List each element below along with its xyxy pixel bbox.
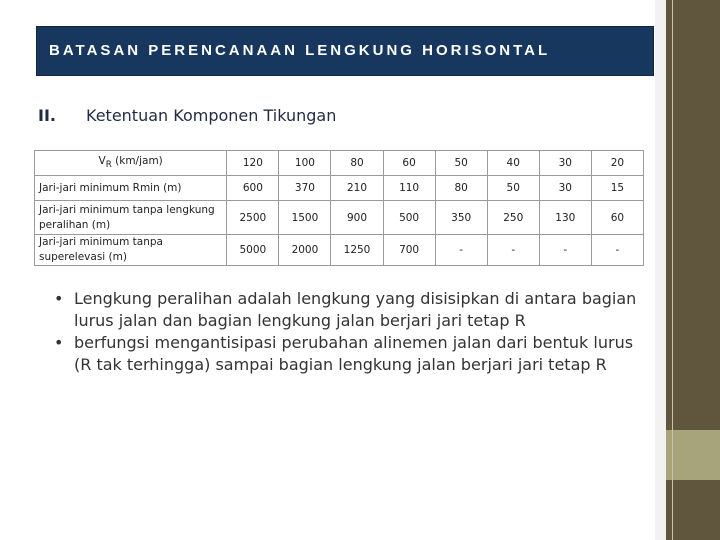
col-header: 50 bbox=[435, 151, 487, 176]
table-cell: - bbox=[487, 235, 539, 266]
table-cell: - bbox=[539, 235, 591, 266]
bullet-text: berfungsi mengantisipasi perubahan alinemen jalan dari bentuk lurus (R tak terhingga) sampai bagian lengkung jalan berjari jari tetap R bbox=[74, 333, 634, 374]
title-bar bbox=[36, 26, 654, 76]
table-cell: 210 bbox=[331, 176, 383, 201]
col-header: 30 bbox=[539, 151, 591, 176]
table-cell: 600 bbox=[227, 176, 279, 201]
bullet-icon: • bbox=[54, 333, 64, 352]
table-cell: - bbox=[435, 235, 487, 266]
col-header: 80 bbox=[331, 151, 383, 176]
table-row bbox=[35, 201, 644, 235]
band-dark-bottom bbox=[666, 480, 720, 540]
table-header-row bbox=[35, 151, 644, 176]
table-cell: 30 bbox=[539, 176, 591, 201]
table-cell: 350 bbox=[435, 201, 487, 235]
section-number: II. bbox=[38, 106, 56, 125]
table-cell: 130 bbox=[539, 201, 591, 235]
bullet-icon: • bbox=[54, 289, 64, 308]
row-label: Jari-jari minimum tanpa superelevasi (m) bbox=[35, 235, 227, 266]
table-cell: 80 bbox=[435, 176, 487, 201]
row-label: Jari-jari minimum tanpa lengkung peralihan (m) bbox=[35, 201, 227, 235]
table-cell: 500 bbox=[383, 201, 435, 235]
list-item bbox=[48, 288, 648, 332]
decorative-side-band bbox=[666, 0, 720, 540]
table-cell: 2000 bbox=[279, 235, 331, 266]
col-header: 120 bbox=[227, 151, 279, 176]
table-cell: 250 bbox=[487, 201, 539, 235]
band-light bbox=[666, 430, 720, 480]
table-cell: - bbox=[591, 235, 643, 266]
table-cell: 1250 bbox=[331, 235, 383, 266]
slide-title: BATASAN PERENCANAAN LENGKUNG HORISONTAL bbox=[49, 42, 551, 59]
header-sub: R bbox=[105, 160, 112, 171]
table-row bbox=[35, 235, 644, 266]
table-cell: 370 bbox=[279, 176, 331, 201]
table-cell: 900 bbox=[331, 201, 383, 235]
bullet-text: Lengkung peralihan adalah lengkung yang disisipkan di antara bagian lurus jalan dan bagian lengkung jalan berjari jari tetap R bbox=[74, 289, 637, 330]
band-line bbox=[672, 0, 673, 540]
table-cell: 1500 bbox=[279, 201, 331, 235]
col-header: 40 bbox=[487, 151, 539, 176]
table-cell: 700 bbox=[383, 235, 435, 266]
header-unit: (km/jam) bbox=[111, 155, 163, 168]
table-cell: 60 bbox=[591, 201, 643, 235]
bullet-list bbox=[48, 288, 648, 376]
table-cell: 2500 bbox=[227, 201, 279, 235]
header-label bbox=[35, 151, 227, 176]
spec-table bbox=[34, 150, 644, 266]
table-cell: 5000 bbox=[227, 235, 279, 266]
table-cell: 15 bbox=[591, 176, 643, 201]
band-dark-top bbox=[666, 0, 720, 430]
table-row bbox=[35, 176, 644, 201]
right-strip bbox=[655, 0, 666, 540]
col-header: 20 bbox=[591, 151, 643, 176]
col-header: 60 bbox=[383, 151, 435, 176]
col-header: 100 bbox=[279, 151, 331, 176]
section-title: Ketentuan Komponen Tikungan bbox=[86, 106, 337, 125]
row-label: Jari-jari minimum Rmin (m) bbox=[35, 176, 227, 201]
table-cell: 110 bbox=[383, 176, 435, 201]
header-v: V bbox=[98, 155, 106, 168]
list-item bbox=[48, 332, 648, 376]
table-cell: 50 bbox=[487, 176, 539, 201]
